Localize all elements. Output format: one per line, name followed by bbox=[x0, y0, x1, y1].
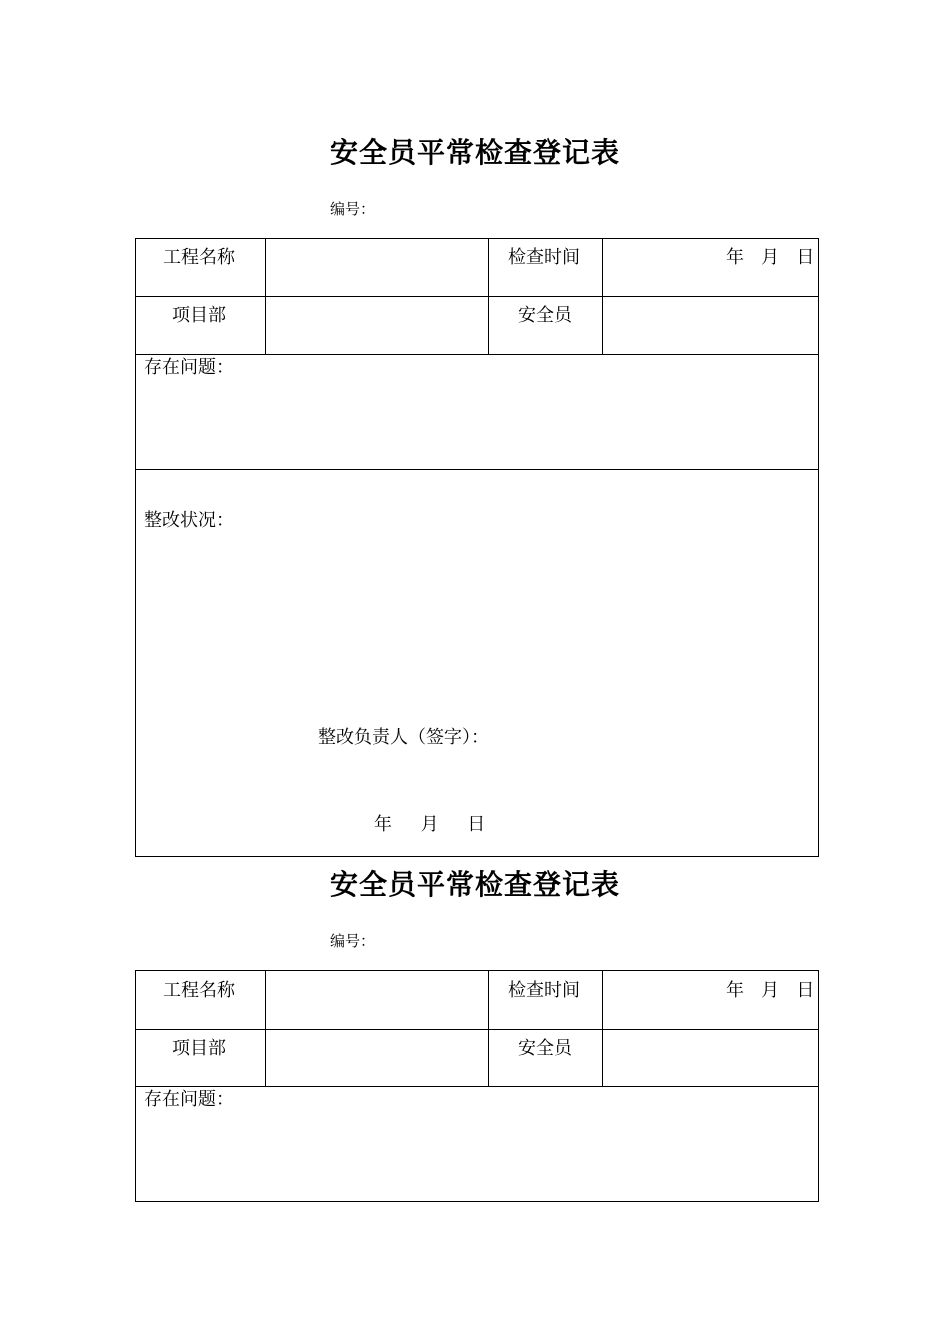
form1-safety-officer-field[interactable] bbox=[603, 298, 817, 354]
form2-issues-label: 存在问题： bbox=[144, 1089, 234, 1110]
form1-rectification-label: 整改状况： bbox=[144, 510, 234, 531]
form1-inspection-date-field[interactable]: 年 月 日 bbox=[726, 247, 815, 268]
form2-inspection-time-label: 检查时间 bbox=[508, 980, 580, 1001]
form1-safety-officer-label: 安全员 bbox=[518, 305, 572, 326]
form2-serial-label: 编号： bbox=[330, 932, 376, 950]
form1-inspection-time-label: 检查时间 bbox=[508, 247, 580, 268]
form2-inspection-date-field[interactable]: 年 月 日 bbox=[726, 980, 815, 1001]
form1-sign-date: 年 月 日 bbox=[374, 814, 486, 835]
form2-project-name-label: 工程名称 bbox=[163, 980, 235, 1001]
form1-dept-field[interactable] bbox=[266, 298, 488, 354]
form1-serial-label: 编号： bbox=[330, 200, 376, 218]
form1-title: 安全员平常检查登记表 bbox=[329, 136, 620, 169]
form2-safety-officer-field[interactable] bbox=[603, 1031, 817, 1086]
form1-project-name-field[interactable] bbox=[266, 240, 488, 296]
form2-title: 安全员平常检查登记表 bbox=[329, 868, 620, 901]
form2-dept-label: 项目部 bbox=[172, 1038, 226, 1059]
form1-project-name-label: 工程名称 bbox=[163, 247, 235, 268]
form1-dept-label: 项目部 bbox=[172, 305, 226, 326]
form2-project-name-field[interactable] bbox=[266, 972, 488, 1028]
form1-issues-label: 存在问题： bbox=[144, 357, 234, 378]
form1-responsible-signature-label: 整改负责人（签字）： bbox=[318, 727, 489, 748]
form2-safety-officer-label: 安全员 bbox=[518, 1038, 572, 1059]
form2-dept-field[interactable] bbox=[266, 1031, 488, 1086]
